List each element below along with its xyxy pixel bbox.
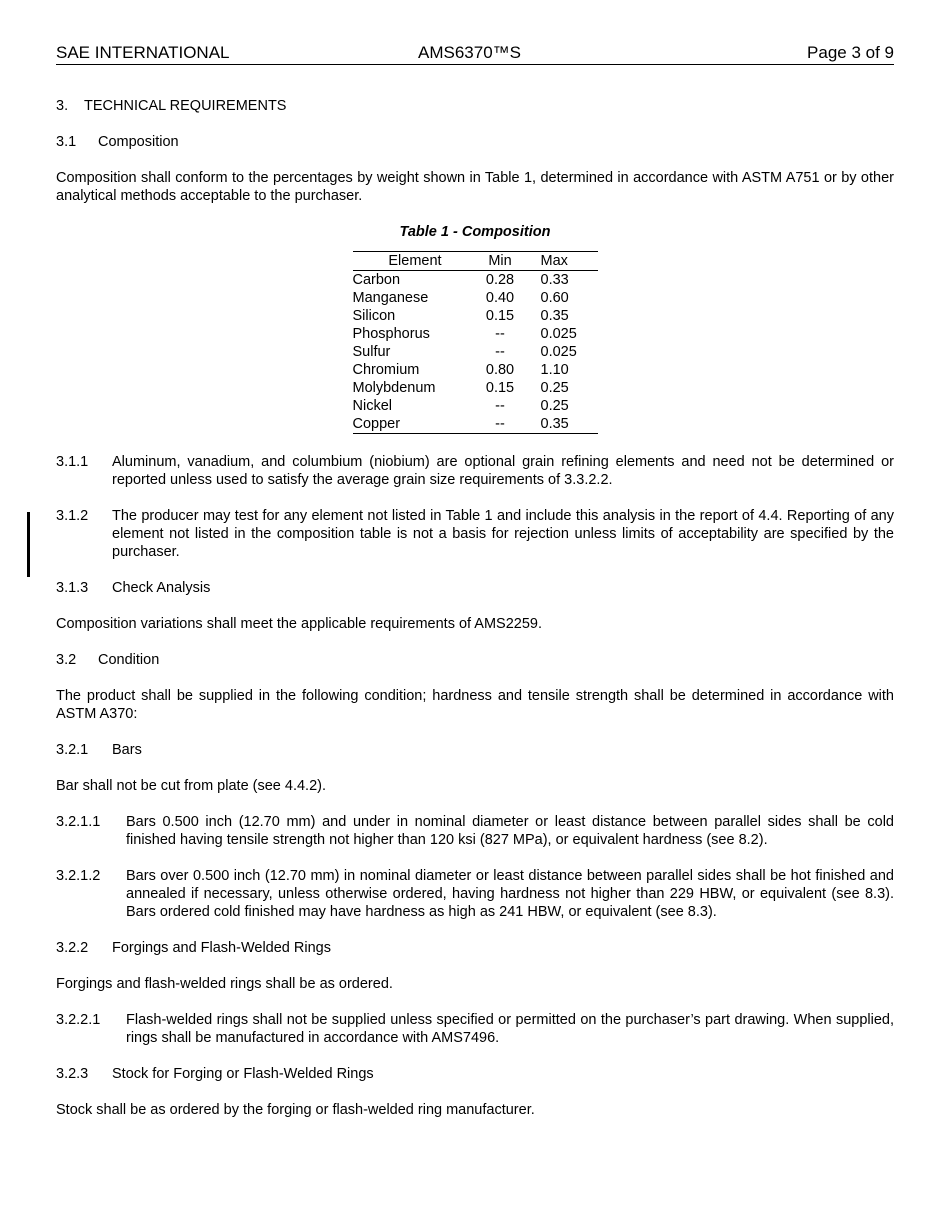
document-body xyxy=(56,97,894,1137)
table-row: Sulfur -- 0.025 xyxy=(352,344,577,360)
section-3-2-3-body: Stock shall be as ordered by the forging or flash-welded ring manufacturer. xyxy=(56,1102,535,1118)
table-header-min: Min xyxy=(478,252,523,271)
section-3-2-1-body: Bar shall not be cut from plate (see 4.4.2). xyxy=(56,778,326,794)
section-3-heading: 3. TECHNICAL REQUIREMENTS xyxy=(56,98,287,114)
section-3-2-1-heading: 3.2.1 Bars xyxy=(56,742,142,758)
section-3-1-3-body: Composition variations shall meet the applicable requirements of AMS2259. xyxy=(56,616,543,632)
section-3-1-body: Composition shall conform to the percentages by weight shown in Table 1, determined in accordance with ASTM A751 or by other analytical methods acceptable to the purchaser. xyxy=(56,170,894,204)
table-row: Chromium 0.80 1.10 xyxy=(352,362,569,378)
section-3-2-2-1: 3.2.2.1 Flash-welded rings shall not be supplied unless specified or permitted on the purchaser’s part drawing. When supplied, rings shall be manufactured in accordance with AMS7496. xyxy=(56,1012,894,1046)
section-3-2-1-2: 3.2.1.2 Bars over 0.500 inch (12.70 mm) in nominal diameter or least distance between parallel sides shall be hot finished and annealed if necessary, unless otherwise ordered, having hardness not higher than 229 HBW, or equivalent (see 8.3). Bars ordered cold finished may have hardness as high as 241 HBW, or equivalent (see 8.3). xyxy=(56,868,894,920)
section-3-1-heading: 3.1 Composition xyxy=(56,134,179,150)
section-3-2-3-heading: 3.2.3 Stock for Forging or Flash-Welded Rings xyxy=(56,1066,374,1082)
section-3-2-body: The product shall be supplied in the following condition; hardness and tensile strength shall be determined in accordance with ASTM A370: xyxy=(56,688,894,722)
section-3-2-1-1: 3.2.1.1 Bars 0.500 inch (12.70 mm) and under in nominal diameter or least distance between parallel sides shall be cold finished having tensile strength not higher than 120 ksi (827 MPa), or equivalent hardness (see 8.2). xyxy=(56,814,894,848)
section-3-1-2: 3.1.2 The producer may test for any element not listed in Table 1 and include this analysis in the report of 4.4. Reporting of any element not listed in the composition table is not a basis for rejection unless limits of acceptability are specified by the purchaser. xyxy=(56,508,894,560)
composition-table xyxy=(353,251,598,434)
table-header-element: Element xyxy=(353,252,478,271)
section-3-1-3-heading: 3.1.3 Check Analysis xyxy=(56,580,211,596)
table-row: Silicon 0.15 0.35 xyxy=(352,308,569,324)
table-row: Nickel -- 0.25 xyxy=(352,398,569,414)
section-3-2-2-heading: 3.2.2 Forgings and Flash-Welded Rings xyxy=(56,940,331,956)
table-caption: Table 1 - Composition xyxy=(399,224,551,240)
revision-change-bar xyxy=(27,512,30,577)
table-header-max: Max xyxy=(523,252,598,271)
section-3-2-heading: 3.2 Condition xyxy=(56,652,160,668)
header-org: SAE INTERNATIONAL xyxy=(56,43,230,62)
table-row: Copper -- 0.35 xyxy=(352,416,569,432)
table-row: Carbon 0.28 0.33 xyxy=(352,272,569,288)
table-row: Molybdenum 0.15 0.25 xyxy=(352,380,569,396)
table-row: Manganese 0.40 0.60 xyxy=(352,290,569,306)
section-3-1-1: 3.1.1 Aluminum, vanadium, and columbium (niobium) are optional grain refining elements and need not be determined or reported unless used to satisfy the average grain size requirements of 3.3.2.2. xyxy=(56,454,894,488)
header-page-number: Page 3 of 9 xyxy=(807,43,894,62)
table-row: Phosphorus -- 0.025 xyxy=(352,326,577,342)
page-header xyxy=(56,44,894,65)
section-3-2-2-body: Forgings and flash-welded rings shall be as ordered. xyxy=(56,976,393,992)
header-doc-number: AMS6370™S xyxy=(418,43,521,62)
